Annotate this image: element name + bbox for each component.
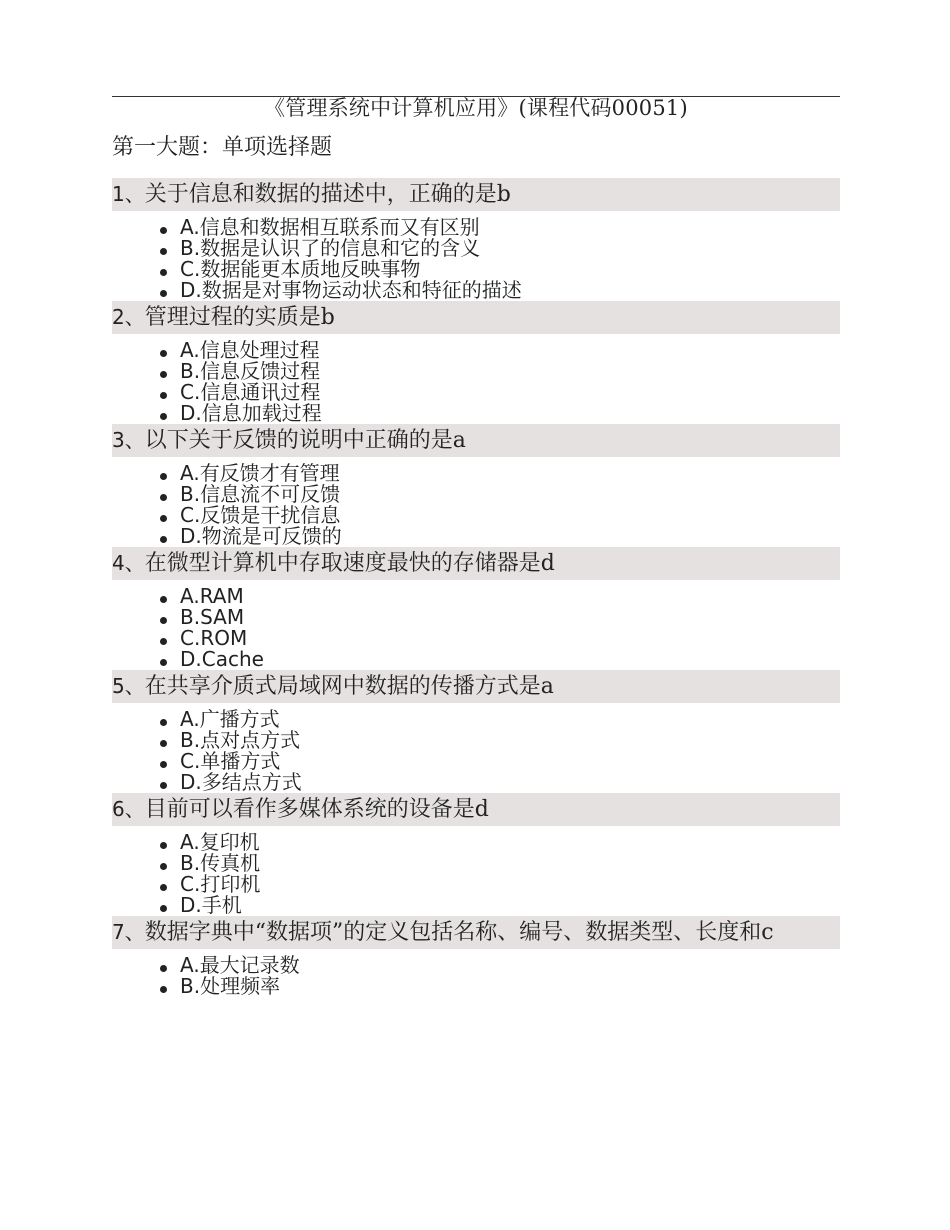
option-text: 传真机 [200, 851, 261, 875]
option-item [160, 853, 840, 874]
option-list [112, 955, 840, 997]
option-text: RAM [199, 584, 244, 608]
option-item [160, 751, 840, 772]
option-letter: C. [180, 749, 201, 773]
option-letter: A. [180, 953, 200, 977]
bullet-icon [160, 740, 167, 747]
option-text: 数据是对事物运动状态和特征的描述 [201, 278, 522, 302]
option-text: 有反馈才有管理 [199, 461, 340, 485]
option-item [160, 382, 840, 403]
question-text [112, 793, 840, 826]
bullet-icon [160, 350, 167, 357]
question-item [112, 793, 840, 916]
bullet-icon [160, 965, 167, 972]
option-text: 处理频率 [200, 974, 281, 998]
option-letter: D. [180, 278, 202, 302]
bullet-icon [160, 842, 167, 849]
question-text [112, 670, 840, 703]
bullet-icon [160, 659, 167, 666]
option-letter: D. [180, 524, 202, 548]
bullet-icon [160, 269, 167, 276]
question-item [112, 424, 840, 547]
option-text: 复印机 [199, 830, 260, 854]
option-text: 最大记录数 [199, 953, 300, 977]
option-item [160, 976, 840, 997]
option-letter: C. [180, 626, 201, 650]
option-text: 信息流不可反馈 [200, 482, 341, 506]
bullet-icon [160, 638, 167, 645]
option-letter: B. [180, 359, 201, 383]
question-stem: 以下关于反馈的说明中正确的是a [144, 428, 466, 453]
option-letter: A. [180, 338, 200, 362]
question-number: 5、 [112, 674, 145, 698]
question-stem: 关于信息和数据的描述中，正确的是b [144, 182, 511, 207]
question-item [112, 547, 840, 670]
option-item [160, 628, 840, 649]
option-letter: D. [180, 893, 202, 917]
option-item [160, 955, 840, 976]
option-text: 信息加载过程 [201, 401, 322, 425]
question-number: 2、 [112, 305, 145, 329]
option-letter: B. [180, 728, 201, 752]
option-item [160, 505, 840, 526]
option-letter: B. [180, 236, 201, 260]
bullet-icon [160, 986, 167, 993]
option-text: SAM [200, 605, 245, 629]
bullet-icon [160, 761, 167, 768]
option-text: 反馈是干扰信息 [200, 503, 341, 527]
bullet-icon [160, 617, 167, 624]
option-text: 信息处理过程 [199, 338, 320, 362]
option-text: 打印机 [200, 872, 261, 896]
bullet-icon [160, 371, 167, 378]
bullet-icon [160, 596, 167, 603]
question-number: 1、 [112, 182, 145, 206]
option-item [160, 832, 840, 853]
question-text [112, 916, 840, 949]
option-letter: B. [180, 851, 201, 875]
bullet-icon [160, 392, 167, 399]
question-item [112, 670, 840, 793]
bullet-icon [160, 863, 167, 870]
option-text: 数据能更本质地反映事物 [200, 257, 421, 281]
question-number: 7、 [112, 920, 145, 944]
question-text [112, 178, 840, 211]
question-stem: 管理过程的实质是b [144, 305, 335, 330]
option-text: 单播方式 [200, 749, 281, 773]
question-number: 4、 [112, 551, 145, 575]
question-text [112, 424, 840, 457]
option-letter: A. [180, 707, 200, 731]
option-letter: B. [180, 482, 201, 506]
option-letter: C. [180, 503, 201, 527]
option-item [160, 484, 840, 505]
option-letter: A. [180, 215, 200, 239]
option-item [160, 403, 840, 424]
bullet-icon [160, 515, 167, 522]
option-item [160, 772, 840, 793]
option-item [160, 361, 840, 382]
option-letter: C. [180, 257, 201, 281]
option-letter: C. [180, 380, 201, 404]
bullet-icon [160, 227, 167, 234]
option-list [112, 340, 840, 424]
option-text: 信息通讯过程 [200, 380, 321, 404]
document-page [112, 96, 840, 997]
option-letter: C. [180, 872, 201, 896]
option-item [160, 709, 840, 730]
section-heading: 第一大题：单项选择题 [112, 135, 333, 160]
option-letter: B. [180, 974, 201, 998]
bullet-icon [160, 248, 167, 255]
question-stem: 目前可以看作多媒体系统的设备是d [144, 797, 489, 822]
question-list [112, 178, 840, 997]
document-title: 《管理系统中计算机应用》(课程代码00051) [264, 96, 688, 120]
bullet-icon [160, 905, 167, 912]
bullet-icon [160, 719, 167, 726]
option-text: 信息和数据相互联系而又有区别 [199, 215, 480, 239]
question-item [112, 916, 840, 997]
option-list [112, 832, 840, 916]
bullet-icon [160, 413, 167, 420]
option-item [160, 895, 840, 916]
option-text: 物流是可反馈的 [201, 524, 342, 548]
option-list [112, 463, 840, 547]
bullet-icon [160, 290, 167, 297]
option-text: ROM [200, 626, 248, 650]
option-text: 手机 [201, 893, 242, 917]
question-item [112, 178, 840, 301]
option-item [160, 280, 840, 301]
option-item [160, 463, 840, 484]
question-item [112, 301, 840, 424]
question-stem: 数据字典中“数据项”的定义包括名称、编号、数据类型、长度和c [144, 920, 774, 945]
option-letter: A. [180, 461, 200, 485]
option-text: 广播方式 [199, 707, 280, 731]
question-text [112, 301, 840, 334]
option-list [112, 217, 840, 301]
option-letter: D. [180, 647, 202, 671]
option-letter: A. [180, 830, 200, 854]
option-item [160, 874, 840, 895]
option-text: 数据是认识了的信息和它的含义 [200, 236, 481, 260]
option-text: 信息反馈过程 [200, 359, 321, 383]
option-letter: D. [180, 401, 202, 425]
question-stem: 在共享介质式局域网中数据的传播方式是a [144, 674, 554, 699]
option-item [160, 730, 840, 751]
option-item [160, 217, 840, 238]
bullet-icon [160, 494, 167, 501]
option-letter: A. [180, 584, 200, 608]
option-item [160, 526, 840, 547]
bullet-icon [160, 884, 167, 891]
option-letter: B. [180, 605, 201, 629]
option-item [160, 340, 840, 361]
option-text: Cache [201, 647, 264, 671]
option-item [160, 649, 840, 670]
option-item [160, 259, 840, 280]
option-letter: D. [180, 770, 202, 794]
option-item [160, 607, 840, 628]
option-text: 点对点方式 [200, 728, 301, 752]
question-number: 6、 [112, 797, 145, 821]
bullet-icon [160, 782, 167, 789]
bullet-icon [160, 473, 167, 480]
option-item [160, 586, 840, 607]
bullet-icon [160, 536, 167, 543]
option-list [112, 709, 840, 793]
option-list [112, 586, 840, 670]
question-stem: 在微型计算机中存取速度最快的存储器是d [144, 551, 555, 576]
option-item [160, 238, 840, 259]
question-text [112, 547, 840, 580]
question-number: 3、 [112, 428, 145, 452]
option-text: 多结点方式 [201, 770, 302, 794]
